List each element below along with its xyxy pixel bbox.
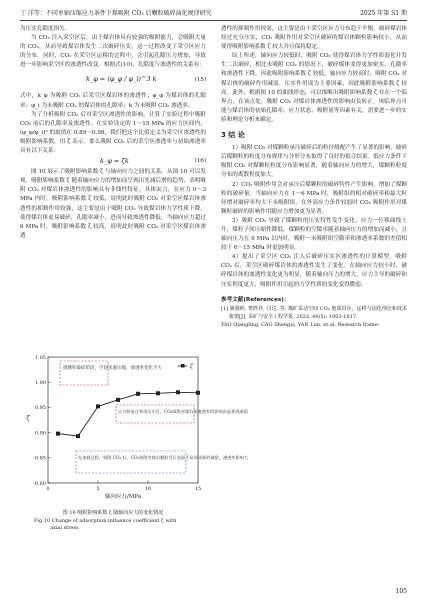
paragraph: 1）吸附 CO₂ 对煤颗粒承压破碎后的粒径级配产生了显著的影响，破碎后煤颗粒的粒度分布规律与分形分布取得了良好的拟合结果。低应力条件下吸附 CO₂ 对煤颗粒粒度分布影响显著，随着轴向应力的增大，煤颗粒粒度分布的离散程度加大。	[221, 145, 407, 179]
data-point	[156, 391, 160, 395]
paragraph: 式中，k_φ 为吸附 CO₂ 后采空区煤岩体的渗透性；φ_φ 为煤岩体的孔隙率；φ_i 为未吸附 CO₂ 的煤岩体的孔隙率；k 为未吸附 CO₂ 渗透率。	[20, 93, 206, 109]
y-tick-label: 0.85	[34, 455, 46, 462]
x-tick-label: 10	[144, 486, 152, 492]
paragraph: 为压实孔隙度损失。	[20, 26, 71, 32]
figure-10	[20, 349, 249, 509]
caption-en-2: axial stress	[50, 525, 79, 531]
paragraph: 综上所述，轴向应力较低时，吸附 CO₂ 使得煤岩体力学性质弱化并发生二次破碎，相比未吸附 CO₂ 的情况下，破碎煤体变得更加密实，孔隙率和渗透性下降，因此吸附影响系数 ζ 较低。轴向应力较高时，吸附 CO₂ 对煤岩体的破碎作用减弱，压实作用成为主要因素，因此吸附影响系数 ζ 较高。此外，根据图 10 的曲线形态，可以推断出吸附影响系数 ζ 存在一个临界点，在该点处，吸附 CO₂ 对煤岩体渗透性的影响由负转正。该临界点可能与煤岩体的初始孔隙率、应力状态、吸附量等因素有关，需要进一步的实验和理论分析来确定。	[221, 53, 407, 123]
y-axis-label: ζ	[26, 415, 30, 422]
x-tick-label: 15	[194, 486, 202, 492]
x-axis-label: 轴向应力/MPa	[104, 494, 142, 500]
equation-body: k_φ = (φ_φ / φ_i)^3 k	[86, 75, 157, 84]
equation-body: k_φ = ζk	[100, 157, 129, 166]
paragraph: 透性的抑制作用较弱，这主要是由于采空区应力分布趋于平衡，破碎煤岩体经过充分压实，CO₂ 吸附作用对采空区破碎的煤岩体颗粒影响较小，从而使得吸附影响系数 ζ 较大并且保持稳定。	[221, 26, 407, 51]
page-number: 105	[395, 588, 407, 595]
header-left: 丁 洋等：不同单轴压缩应力条件下煤吸附 CO₂ 后颗粒破碎演化规律研究	[20, 10, 212, 17]
equation-number: (15)	[194, 77, 206, 84]
data-point	[136, 392, 140, 396]
annotation-a3: 在加载过程，吸附 CO₂ 后，CO₂吸附对煤岩颗粒受压表面不易形成新的破裂，渗透率影响大	[78, 455, 249, 460]
equation-15	[20, 70, 206, 92]
data-point	[176, 390, 180, 394]
reference-text-en: YAO Qiangling, CAO Shengxi, YAN Lun, et al. Research frame-	[221, 321, 380, 328]
y-tick-label: 1.00	[34, 380, 46, 386]
paragraph: 4）提出了采空区 CO₂ 注入后破碎压实区渗透性的计算模型。吸附 CO₂ 后，采空区破碎煤岩体的渗透性发生了变化。在轴向应力较小时，破碎煤岩体的渗透性变化更为明显，随着轴向压力的增大，应力主导的破碎和压实程度更大，吸附作用引起的力学性质的变化变得微弱。	[221, 254, 407, 288]
paragraph: 3）吸附 CO₂ 导致了煤颗粒的压实特性发生变化，应力一位移曲线上升，煤粒子间压缩性降低。煤颗粒的空隙率随着轴向压力的增加而减小，且轴向压力在 6 MPa 以内时，吸附一未吸附组空隙率和渗透率系数的差值相较于 6～15 MPa 时更加明显。	[221, 217, 407, 252]
paragraph: 为了分析吸附 CO₂ 后对采空区渗透性的影响，计算了实验过程中吸附 CO₂ 前后的孔隙率及渗透性。在实验设定的 1～15 MPa 的应力区间内，(φ_φ/φ_i)³ 的取值在 0.89～0.98，我们把这个比值定义为采空区渗透性的吸附影响系数，用 ζ 表示。那么吸附 CO₂ 后的采空区渗透率与初始渗透率具有以下关系：	[20, 111, 206, 155]
x-tick-label: 0	[46, 486, 50, 492]
figure-caption	[20, 510, 206, 533]
header-rule	[20, 20, 407, 21]
data-point	[56, 432, 60, 436]
y-tick-label: 0.90	[34, 430, 46, 437]
annotation-a2: 应力恢复过和再压实区，CO₂吸附对煤岩体渗透率的影响由显著到减弱	[118, 409, 248, 414]
data-point	[76, 434, 80, 438]
right-column	[221, 25, 407, 329]
y-tick-label: 0.80	[34, 480, 46, 487]
annotation-a1: 煤颗粒破碎阶段，空间来源压缩，渗透率变化不大	[63, 366, 162, 371]
x-tick-label: 5	[96, 486, 100, 492]
reference-text: [1] 姚强岭, 曹胜祥, 闫达, 等. 煤矿采动空间 CO₂ 地质封存、运移与固化理论和技术框架[J]. 采矿与安全工程学报, 2023, 40(5): 1003-1017.	[221, 305, 407, 320]
legend-label: ζ	[190, 364, 193, 370]
running-header	[20, 8, 407, 19]
references-heading: 参考文献(References)：	[221, 296, 290, 303]
y-tick-label: 0.95	[34, 405, 46, 412]
data-point	[96, 404, 100, 408]
paragraph: 2）CO₂ 吸附作用会对承压后煤颗粒的破碎特性产生影响，增加了煤颗粒的破碎量。当轴向应力在 1～6 MPa 时，吸附组的相对破碎率和最大粒径增对破碎率均大于未吸附组，在外部应力条件较弱时 CO₂ 吸附作用对煤颗粒破碎的影响作用随应力增加更为显著。	[221, 181, 407, 215]
chart-svg	[20, 349, 249, 509]
section-heading: 3 结 论	[221, 131, 245, 140]
data-point	[116, 398, 120, 402]
y-tick-label: 1.05	[34, 354, 46, 361]
data-point	[196, 391, 200, 395]
caption-cn: 图 10 吸附影响系数 ζ 随轴向应力的变化情况	[62, 510, 164, 516]
paragraph: 图 10 展示了吸附影响系数 ζ 与轴向应力之间的关系。从图 10 可以发现，吸附影响系数 ζ 随着轴向应力的增加而呈现出先减后增的趋势，表明吸附 CO₂ 对煤岩体渗透性的影响具有非线性特征。具体而言，在应力 0～3 MPa 内时，吸附影响系数 ζ 较低，说明此时吸附 CO₂ 对采空区煤岩体渗透性的抑制作用较强，这主要是由于吸附 CO₂ 导致煤岩体力学性质下降，使得煤岩体更易破碎，孔隙率减小，进而导致渗透性降低。当轴向应力超过 6 MPa 时，吸附影响系数 ζ 较高，说明此时吸附 CO₂ 对采空区煤岩体渗透	[20, 169, 206, 239]
equation-16	[20, 156, 206, 168]
paragraph: 当 CO₂ 注入采空区后，由于煤岩体具有较强的吸附能力，会吸附大量的 CO₂，从而导致煤岩体发生二次破碎压实，这一过程改变了采空区应力的分布。同时，CO₂ 在采空区运移的过程中，会引起孔隙压力增加，导致进一步影响采空区的渗透性改变。根据式(10)，孔隙度与渗透性的关系有：	[20, 35, 206, 69]
reference-item	[221, 305, 407, 329]
caption-en-1: Fig.10 Change of adsorption influence coefficient ζ with	[34, 517, 177, 524]
legend-marker	[181, 364, 185, 368]
equation-number: (16)	[194, 158, 206, 165]
left-column	[20, 25, 206, 241]
header-right: 2025 年第 S1 期	[360, 10, 407, 17]
